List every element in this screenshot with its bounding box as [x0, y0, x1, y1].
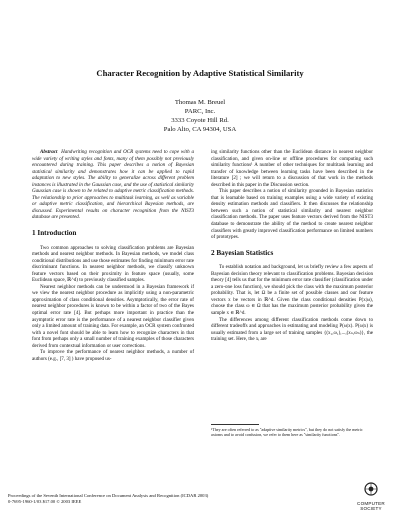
author-address: 3333 Coyote Hill Rd. [171, 117, 229, 124]
intro-paragraph-1: Two common approaches to solving classification problems are Bayesian methods and nearest neighbor methods. In Bayesian methods, we model class conditional distributions and use those estimates for finding minimum error rate discriminant functions. In nearest neighbor methods, we classify unknown feature vectors based on their proximity in feature space (usually, some Euclidean space, ℝ^d) to previously classified samples. [32, 244, 194, 284]
computer-society-emblem-icon [363, 482, 379, 496]
intro-paragraph-2: Nearest neighbor methods can be understood in a Bayesian framework if we view the nearest neighbor procedure as implicitly using a non-parametric approximation of class conditional densities. Asymptotically, the error rate of nearest neighbor procedures is known to be within a factor of two of the Bayes optimal error rate [4]. But perhaps more important in practice than the asymptotic error rate is the performance of a nearest neighbor classifier given only a limited amount of training data. For example, an OCR system confronted with a novel font should be able to learn how to recognize characters in that font from perhaps only a small number of training examples of those characters derived from contextual information or user corrections. [32, 283, 194, 349]
right-column [211, 149, 373, 343]
paper-title: Character Recognition by Adaptive Statistical Similarity [96, 68, 304, 78]
section-heading-bayesian: 2 Bayesian Statistics [211, 248, 274, 257]
computer-society-logo [352, 482, 390, 511]
right-paragraph-1: ing similarity functions other than the Euclidean distance in nearest neighbor classification, and given on-line or offline procedures for computing such similarity functions¹ A number of other techniques for multitask learning and transfer of knowledge between learning tasks have been described in the literature [2] ; we will return to a discussion of that work in the methods described in this paper in the Discussion section. [211, 149, 373, 188]
abstract-text: Handwriting recognition and OCR systems need to cope with a wide variety of writing styles and fonts, many of them possibly not previously encountered during training. This paper describes a notion of Bayesian statistical similarity and demonstrates how it can be applied to rapid adaptation to new styles. The ability to generalize across different problem instances is illustrated in the Gaussian case, and the use of statistical similarity Gaussian case is shown to be related to adaptive metric classification methods. The relationship to prior approaches to multitask learning, as well as variable or adaptive metric classification, and hierarchical Bayesian methods, are discussed. Experimental results on character recognition from the NIST3 database are presented. [32, 149, 194, 221]
author-city: Palo Alto, CA 94304, USA [163, 126, 237, 133]
left-column [32, 149, 194, 362]
right-paragraph-2: This paper describes a notion of similarity grounded in Bayesian statistics that is learnable based on training examples using a wide variety of existing density estimation methods and classifiers. It then discusses the relationship between such a notion of statistical similarity and nearest neighbor classification methods. The paper uses feature vectors derived from the NIST3 database to demonstrate the ability of the method to create nearest neighbor classifiers with greatly improved classification performance on limited numbers of prototypes. [211, 188, 373, 241]
footer-proceedings: Proceedings of the Seventh International Conference on Document Analysis and Recognition (ICDAR 2003) [8, 493, 209, 498]
logo-word-computer: COMPUTER [357, 501, 385, 506]
author-org: PARC, Inc. [184, 108, 216, 115]
section-heading-introduction: 1 Introduction [32, 229, 77, 238]
logo-word-society: SOCIETY [360, 506, 382, 512]
footnote-rule [211, 424, 259, 425]
author-name: Thomas M. Breuel [174, 99, 226, 106]
footer-isbn: 0-7695-1960-1/03 $17.00 © 2003 IEEE [8, 499, 82, 504]
bayes-paragraph-1: To establish notation and background, let us briefly review a few aspects of Bayesian decision theory relevant to classification problems. Bayesian decision theory [4] tells us that for the minimum error rate classifier (classification under a zero-one loss function), we should pick the class with the maximum posterior probability. That is, let Ω be a finite set of possible classes and our feature vectors x be vectors in ℝ^d. Given the class conditional densities P(x|ω), choose the class ω ∈ Ω that has the maximum posterior probability given the sample x ∈ ℝ^d. [211, 264, 373, 317]
abstract-label: Abstract [40, 149, 58, 155]
intro-paragraph-3: To improve the performance of nearest neighbor methods, a number of authors (e.g., [7, 3] ) have proposed us- [32, 349, 194, 362]
bayes-paragraph-2: The differences among different classification methods come down to different tradeoffs and approaches in estimating and modeling P(ω|x). P(ω|x) is usually estimated from a large set of training samples {(x₁,ω₁),...,(xₙ,ωₙ)}, the training set. Here, the xᵢ are [211, 316, 373, 343]
footnote: ¹They are often referred to as "adaptive similarity metrics", but they do not satisfy the metric axioms and to avoid confusion, we refer to them here as "similarity functions". [211, 427, 363, 438]
abstract [32, 149, 194, 221]
